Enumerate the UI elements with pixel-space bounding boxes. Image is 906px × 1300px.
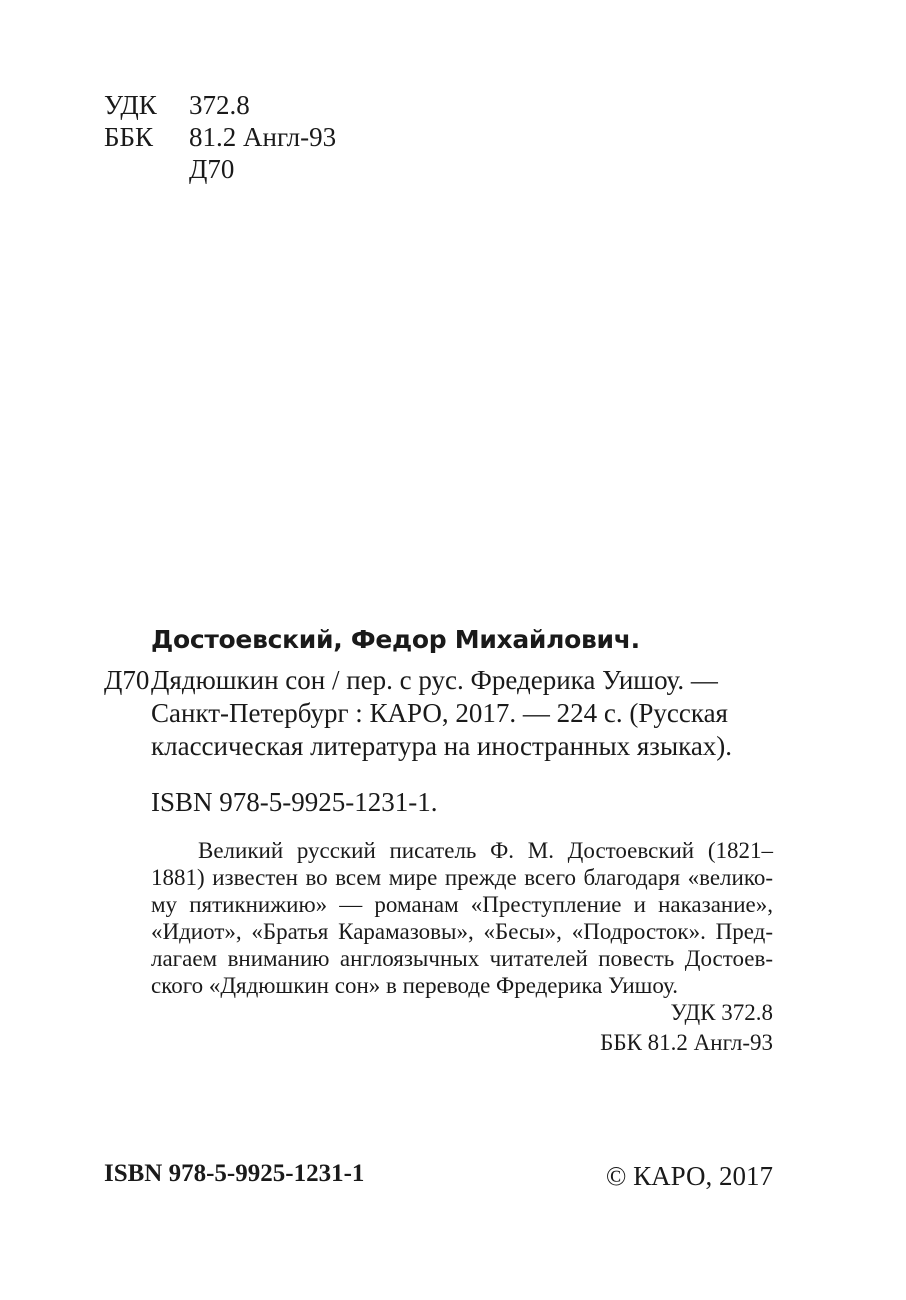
entry-author-mark: Д70 xyxy=(104,665,150,695)
copyright-notice: © КАРО, 2017 xyxy=(605,1161,773,1191)
udk-bottom: УДК 372.8 xyxy=(670,1000,773,1025)
annotation-line: 1881) известен во всем мире прежде всего благодаря «велико- xyxy=(151,865,773,890)
annotation-line: Великий русский писатель Ф. М. Достоевский (1821– xyxy=(198,838,773,863)
udk-label: УДК xyxy=(104,90,157,120)
entry-isbn: ISBN 978-5-9925-1231-1. xyxy=(151,787,438,817)
bbk-label: ББК xyxy=(104,122,154,152)
author-heading: Достоевский, Федор Михайлович. xyxy=(151,625,640,654)
udk-value: 372.8 xyxy=(189,90,250,120)
annotation-line: ского «Дядюшкин сон» в переводе Фредерика Уишоу. xyxy=(151,973,678,998)
entry-title-line: Дядюшкин сон / пер. с рус. Фредерика Уишоу. — xyxy=(151,665,718,695)
entry-series-line: классическая литература на иностранных языках). xyxy=(151,731,733,761)
entry-imprint-line: Санкт-Петербург : КАРО, 2017. — 224 с. (Русская xyxy=(151,698,728,728)
annotation-line: лагаем вниманию англоязычных читателей повесть Достоев- xyxy=(151,946,773,971)
annotation-line: «Идиот», «Братья Карамазовы», «Бесы», «Подросток». Пред- xyxy=(151,919,773,944)
bbk-value: 81.2 Англ-93 xyxy=(189,122,337,152)
bbk-bottom: ББК 81.2 Англ-93 xyxy=(600,1030,773,1055)
annotation-line: му пятикнижию» — романам «Преступление и наказание», xyxy=(151,892,773,917)
footer-isbn: ISBN 978-5-9925-1231-1 xyxy=(104,1160,365,1187)
author-mark: Д70 xyxy=(189,154,235,184)
